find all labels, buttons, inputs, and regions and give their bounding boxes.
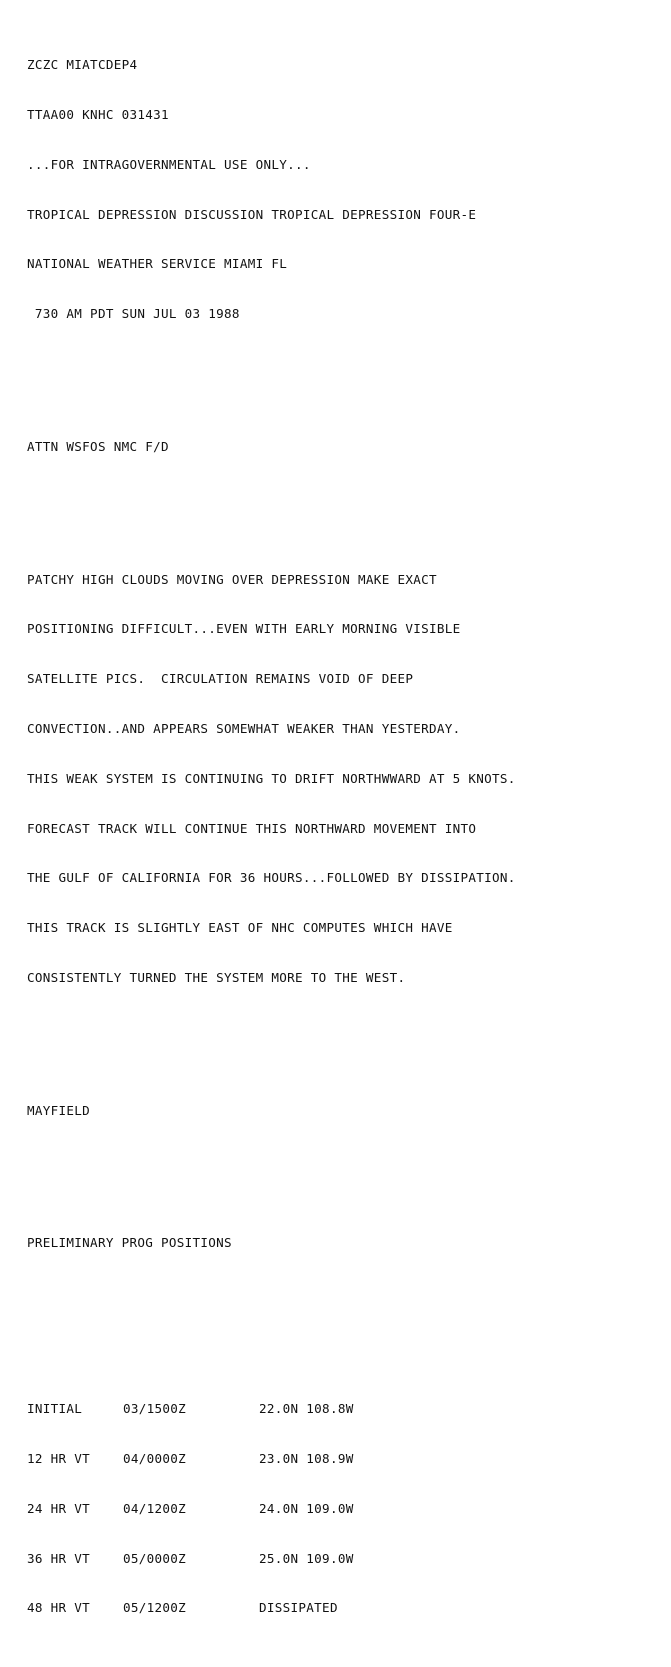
header-line-use-notice: ...FOR INTRAGOVERNMENTAL USE ONLY... xyxy=(27,156,311,172)
prog-table xyxy=(27,1368,667,1650)
blank-line xyxy=(27,1169,667,1186)
prog-row-36hr xyxy=(27,1551,667,1568)
prog-heading: PRELIMINARY PROG POSITIONS xyxy=(27,1235,232,1251)
discussion-line: PATCHY HIGH CLOUDS MOVING OVER DEPRESSION MAKE EXACT xyxy=(27,571,437,587)
attn-line: ATTN WSFOS NMC F/D xyxy=(27,438,169,454)
discussion-line: POSITIONING DIFFICULT...EVEN WITH EARLY MORNING VISIBLE xyxy=(27,621,461,637)
discussion-line: SATELLITE PICS. CIRCULATION REMAINS VOID OF DEEP xyxy=(27,671,414,687)
prog-time: 05/1200Z xyxy=(123,1600,187,1616)
bulletin-document xyxy=(27,24,667,1667)
header-line-issuing-office: NATIONAL WEATHER SERVICE MIAMI FL xyxy=(27,256,288,272)
prog-time: 04/1200Z xyxy=(123,1500,187,1516)
blank-line xyxy=(27,1302,667,1319)
header-line-issue-time: 730 AM PDT SUN JUL 03 1988 xyxy=(27,306,240,322)
prog-time: 03/1500Z xyxy=(123,1401,187,1417)
discussion-line: CONSISTENTLY TURNED THE SYSTEM MORE TO THE WEST. xyxy=(27,969,406,985)
blank-line xyxy=(27,372,667,389)
prog-position: 22.0N 108.8W xyxy=(259,1401,354,1417)
discussion-line: THIS TRACK IS SLIGHTLY EAST OF NHC COMPUTES WHICH HAVE xyxy=(27,920,453,936)
prog-time: 04/0000Z xyxy=(123,1451,187,1467)
prog-label: 12 HR VT xyxy=(27,1451,91,1467)
blank-line xyxy=(27,505,667,522)
header-line-product-id: ZCZC MIATCDEP4 xyxy=(27,57,138,73)
prog-row-24hr xyxy=(27,1501,667,1518)
header-line-wmo-header: TTAA00 KNHC 031431 xyxy=(27,106,169,122)
discussion-line: FORECAST TRACK WILL CONTINUE THIS NORTHWARD MOVEMENT INTO xyxy=(27,820,477,836)
prog-time: 05/0000Z xyxy=(123,1550,187,1566)
prog-position: 23.0N 108.9W xyxy=(259,1451,354,1467)
blank-line xyxy=(27,1036,667,1053)
prog-label: 24 HR VT xyxy=(27,1500,91,1516)
prog-row-12hr xyxy=(27,1451,667,1468)
header-line-product-title: TROPICAL DEPRESSION DISCUSSION TROPICAL DEPRESSION FOUR-E xyxy=(27,206,477,222)
prog-position: 24.0N 109.0W xyxy=(259,1500,354,1516)
prog-position: DISSIPATED xyxy=(259,1600,338,1616)
discussion-line: CONVECTION..AND APPEARS SOMEWHAT WEAKER THAN YESTERDAY. xyxy=(27,720,461,736)
prog-row-48hr xyxy=(27,1600,667,1617)
prog-row-initial xyxy=(27,1401,667,1418)
prog-label: 36 HR VT xyxy=(27,1550,91,1566)
prog-label: 48 HR VT xyxy=(27,1600,91,1616)
prog-label: INITIAL xyxy=(27,1401,83,1417)
prog-position: 25.0N 109.0W xyxy=(259,1550,354,1566)
discussion-line: THE GULF OF CALIFORNIA FOR 36 HOURS...FOLLOWED BY DISSIPATION. xyxy=(27,870,516,886)
forecaster-name: MAYFIELD xyxy=(27,1102,91,1118)
discussion-line: THIS WEAK SYSTEM IS CONTINUING TO DRIFT NORTHWWARD AT 5 KNOTS. xyxy=(27,770,516,786)
